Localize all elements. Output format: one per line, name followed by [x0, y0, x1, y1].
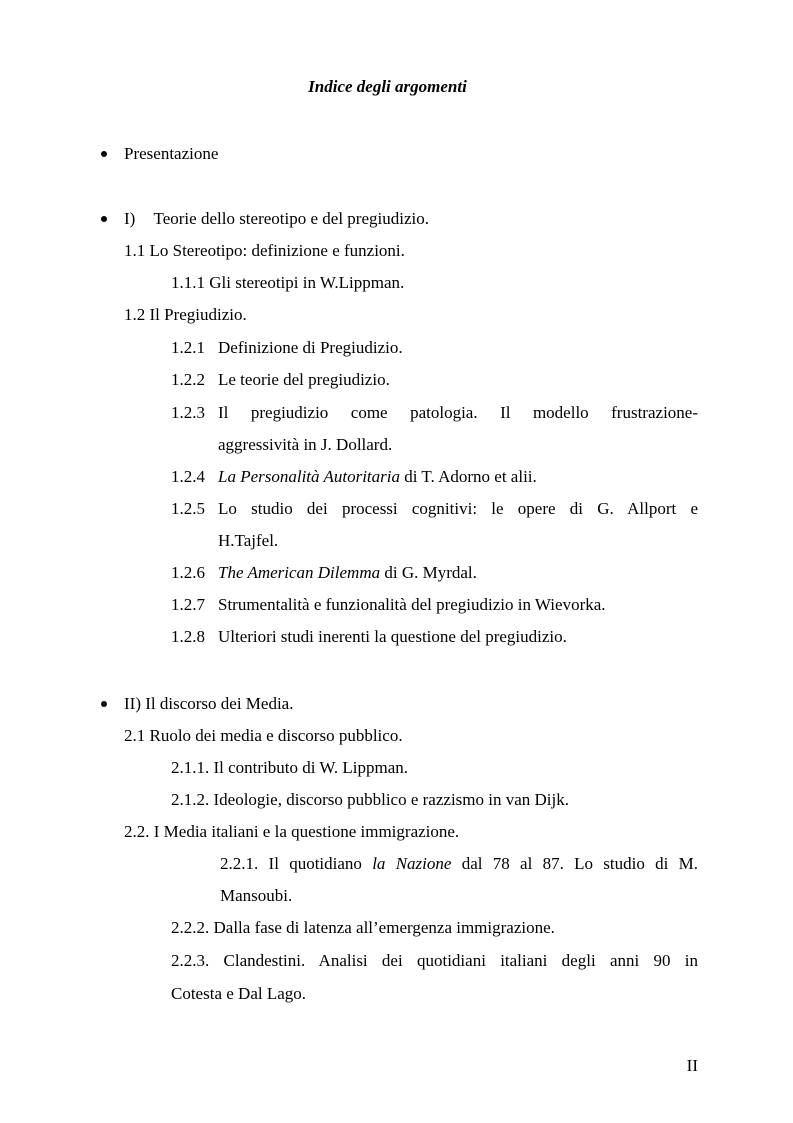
- toc-entry-1-1: 1.1 Lo Stereotipo: definizione e funzioni.: [124, 241, 405, 260]
- toc-entry-1-2: 1.2 Il Pregiudizio.: [124, 305, 247, 324]
- toc-entry-1-1-1: 1.1.1 Gli stereotipi in W.Lippman.: [171, 273, 405, 292]
- toc-entry-2-2-3-line1: 2.2.3. Clandestini. Analisi dei quotidiani italiani degli anni 90 in: [171, 951, 698, 970]
- entry-number: 1.2.2: [171, 370, 205, 389]
- page-number: II: [686, 1056, 698, 1075]
- toc-entry-2-2-1-line2: Mansoubi.: [220, 886, 293, 905]
- toc-entry-2-2: 2.2. I Media italiani e la questione immigrazione.: [124, 822, 460, 841]
- toc-entry-1-2-2: [171, 369, 390, 391]
- toc-entry-2-2-2: 2.2.2. Dalla fase di latenza all’emergenza immigrazione.: [171, 918, 555, 937]
- toc-entry-part-2: [124, 693, 293, 715]
- entry-text: di G. Myrdal.: [380, 563, 477, 582]
- part-2-label: II): [124, 694, 141, 713]
- part-1-label: I): [124, 209, 136, 228]
- entry-number: 1.2.3: [171, 403, 205, 422]
- entry-text: 2.2.1. Il quotidiano: [220, 854, 373, 873]
- newspaper-title: la Nazione: [372, 854, 452, 873]
- entry-number: 1.2.6: [171, 563, 205, 582]
- toc-entry-1-2-3-line1: Il pregiudizio come patologia. Il modello frustrazione-: [218, 403, 698, 422]
- page-title: Indice degli argomenti: [308, 77, 467, 96]
- entry-text: Definizione di Pregiudizio.: [218, 338, 403, 357]
- entry-number: 1.2.8: [171, 627, 205, 646]
- entry-number: 1.2.5: [171, 499, 205, 518]
- entry-number: 1.2.1: [171, 338, 205, 357]
- toc-entry-2-1-2: 2.1.2. Ideologie, discorso pubblico e razzismo in van Dijk.: [171, 790, 569, 809]
- toc-entry-2-2-1-line1: [220, 853, 698, 875]
- entry-text: dal 78 al 87. Lo studio di M.: [451, 854, 698, 873]
- bullet-icon: [101, 701, 107, 707]
- toc-entry-part-1: [124, 208, 429, 230]
- entry-text: Strumentalità e funzionalità del pregiudizio in Wievorka.: [218, 595, 606, 614]
- entry-text: Le teorie del pregiudizio.: [218, 370, 390, 389]
- toc-entry-2-2-3-line2: Cotesta e Dal Lago.: [171, 984, 307, 1003]
- bullet-icon: [101, 151, 107, 157]
- toc-entry-1-2-5-line1: Lo studio dei processi cognitivi: le opere di G. Allport e: [218, 499, 698, 518]
- toc-entry-1-2-8: [171, 626, 567, 648]
- toc-entry-2-1: 2.1 Ruolo dei media e discorso pubblico.: [124, 726, 403, 745]
- entry-text: di T. Adorno et alii.: [400, 467, 537, 486]
- part-1-title: Teorie dello stereotipo e del pregiudizio.: [153, 209, 429, 228]
- toc-entry-1-2-7: [171, 594, 606, 616]
- book-title: The American Dilemma: [218, 563, 381, 582]
- toc-entry-1-2-5-line2: H.Tajfel.: [218, 531, 279, 550]
- toc-entry-presentazione: Presentazione: [124, 144, 219, 163]
- book-title: La Personalità Autoritaria: [218, 467, 400, 486]
- toc-entry-1-2-1: [171, 337, 403, 359]
- toc-entry-1-2-4: [171, 466, 537, 488]
- toc-entry-1-2-3-line2: aggressività in J. Dollard.: [218, 435, 393, 454]
- entry-number: 1.2.7: [171, 595, 205, 614]
- toc-entry-1-2-6: [171, 562, 477, 584]
- toc-entry-2-1-1: 2.1.1. Il contributo di W. Lippman.: [171, 758, 409, 777]
- entry-text: Ulteriori studi inerenti la questione del pregiudizio.: [218, 627, 567, 646]
- part-2-title: Il discorso dei Media.: [145, 694, 294, 713]
- bullet-icon: [101, 216, 107, 222]
- entry-number: 1.2.4: [171, 467, 205, 486]
